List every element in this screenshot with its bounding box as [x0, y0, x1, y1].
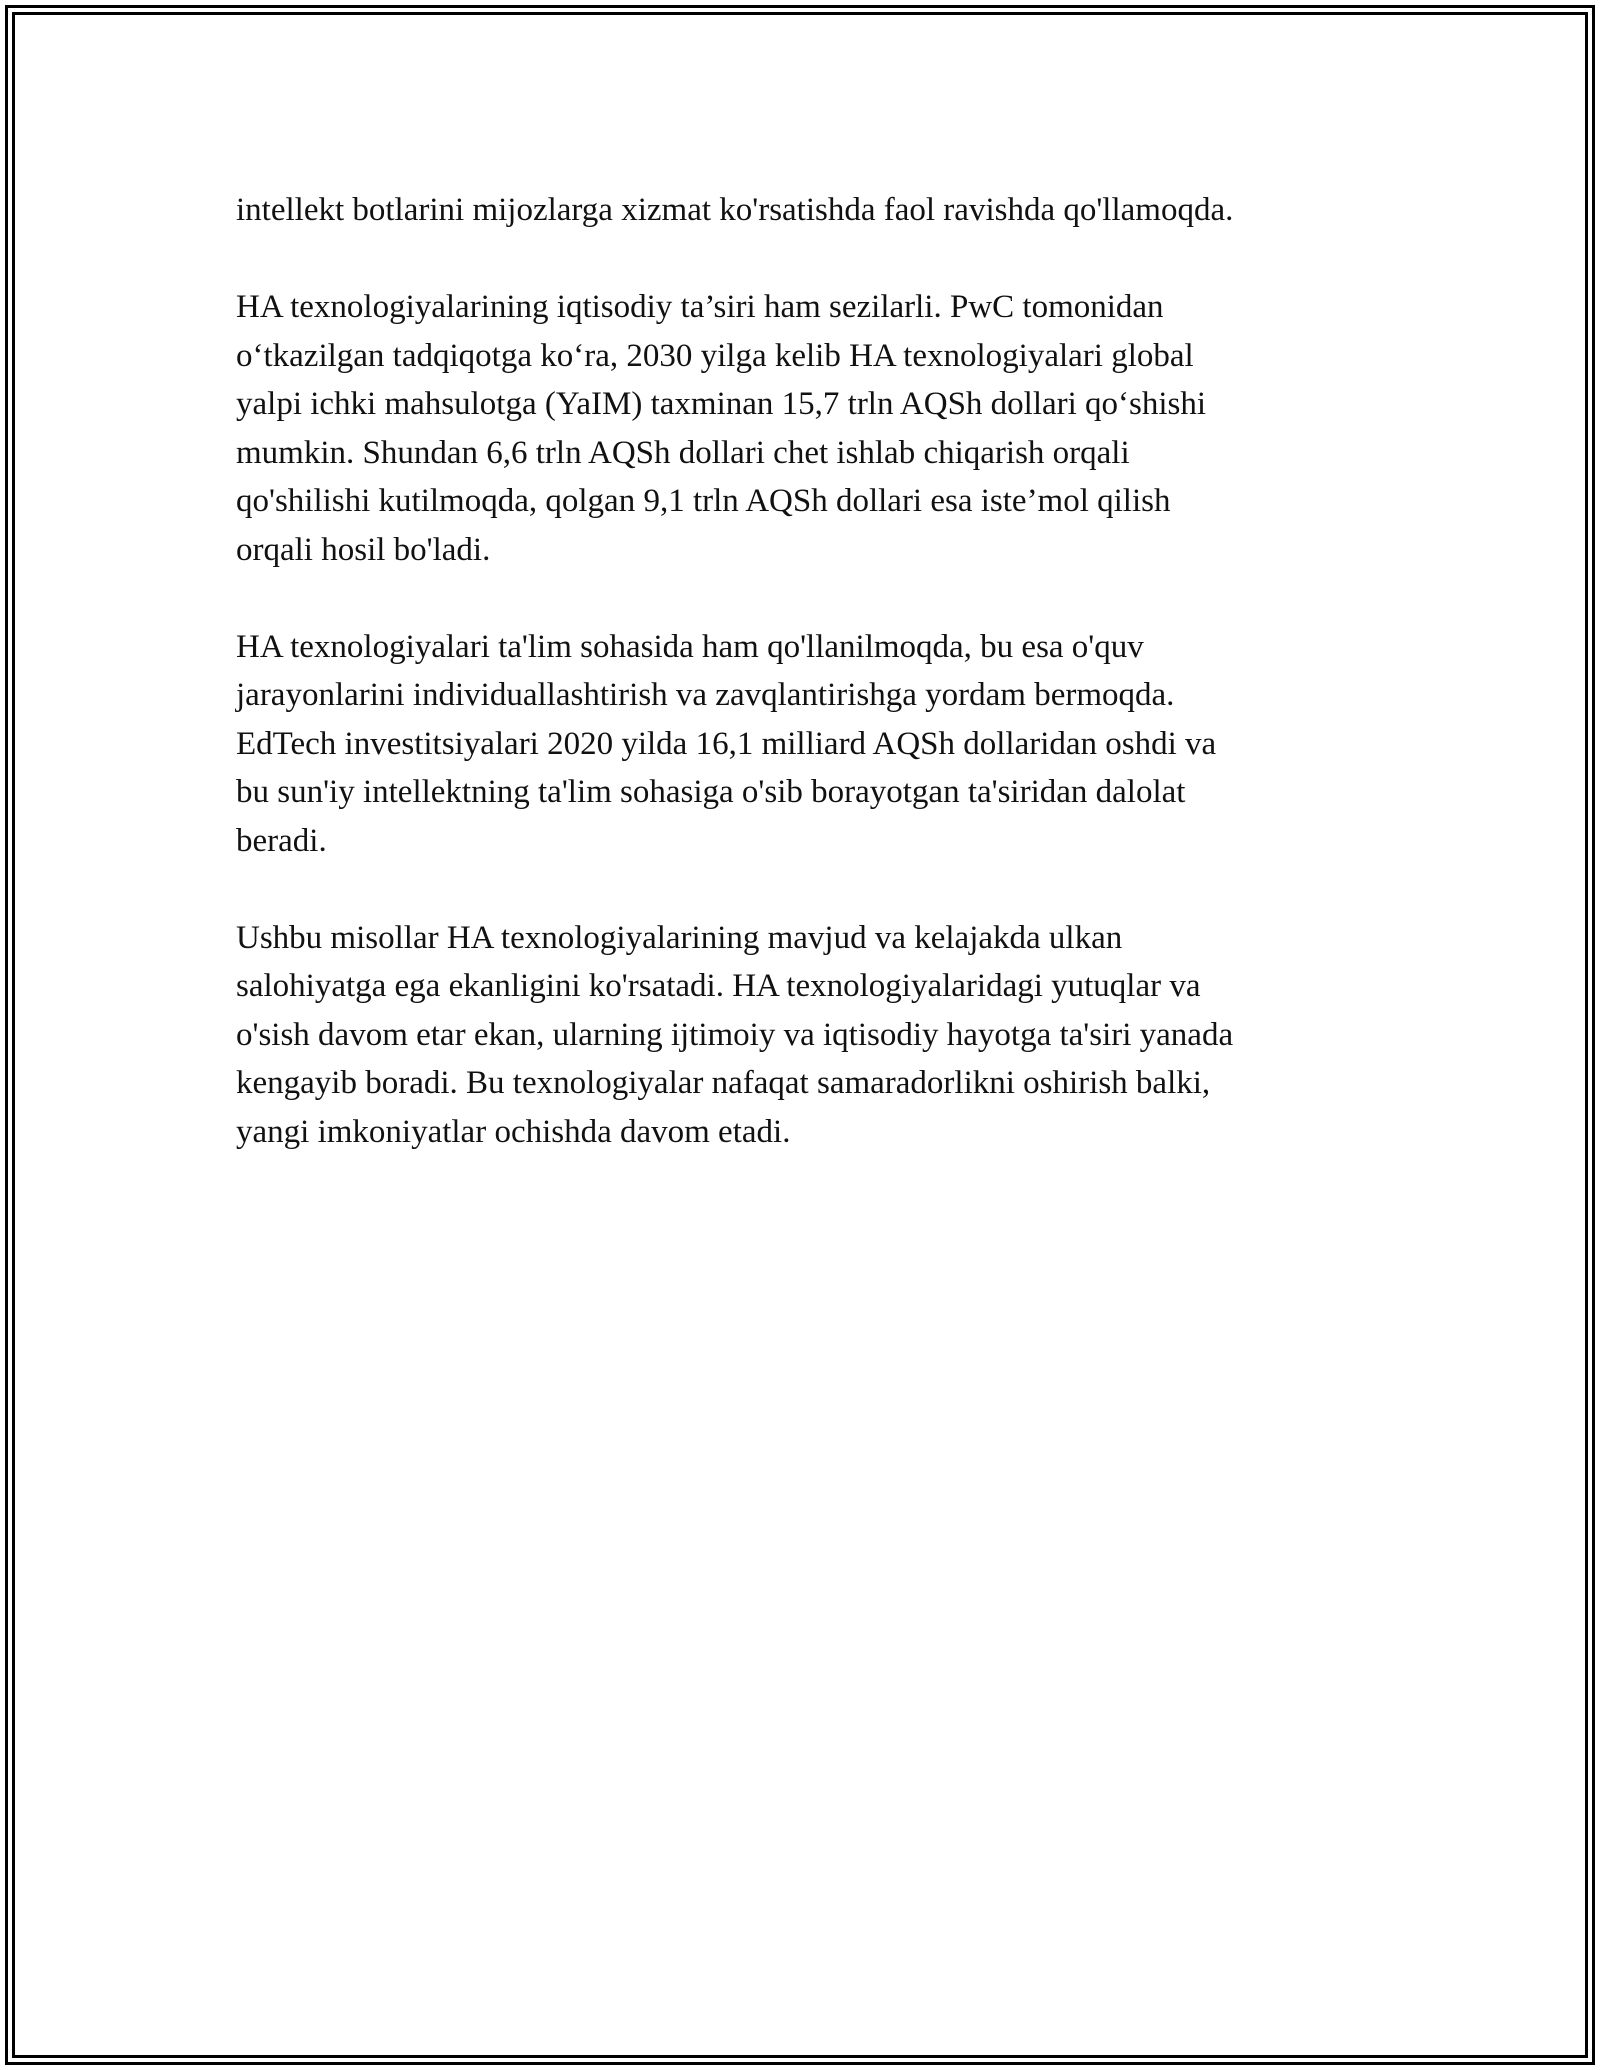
- document-body: [236, 186, 1366, 1205]
- paragraph-intro-continuation: intellekt botlarini mijozlarga xizmat ko'rsatishda faol ravishda qo'llamoqda.: [236, 192, 1234, 228]
- paragraph-conclusion: Ushbu misollar HA texnologiyalarining mavjud va kelajakda ulkan salohiyatga ega ekanligini ko'rsatadi. HA texnologiyalaridagi yutuqlar va o'sish davom etar ekan, ularning ijtimoiy va iqtisodiy hayotga ta'siri yanada kengayib boradi. Bu texnologiyalar nafaqat samaradorlikni oshirish balki, yangi imkoniyatlar ochishda davom etadi.: [236, 919, 1234, 1150]
- paragraph-education: HA texnologiyalari ta'lim sohasida ham qo'llanilmoqda, bu esa o'quv jarayonlarini individuallashtirish va zavqlantirishga yordam bermoqda. EdTech investitsiyalari 2020 yilda 16,1 milliard AQSh dollaridan oshdi va bu sun'iy intellektning ta'lim sohasiga o'sib borayotgan ta'siridan dalolat beradi.: [236, 628, 1217, 859]
- paragraph-economic-impact: HA texnologiyalarining iqtisodiy ta’siri ham sezilarli. PwC tomonidan o‘tkazilgan tadqiqotga ko‘ra, 2030 yilga kelib HA texnologiyalari global yalpi ichki mahsulotga (YaIM) taxminan 15,7 trln AQSh dollari qo‘shishi mumkin. Shundan 6,6 trln AQSh dollari chet ishlab chiqarish orqali qo'shilishi kutilmoqda, qolgan 9,1 trln AQSh dollari esa iste’mol qilish orqali hosil bo'ladi.: [236, 289, 1207, 568]
